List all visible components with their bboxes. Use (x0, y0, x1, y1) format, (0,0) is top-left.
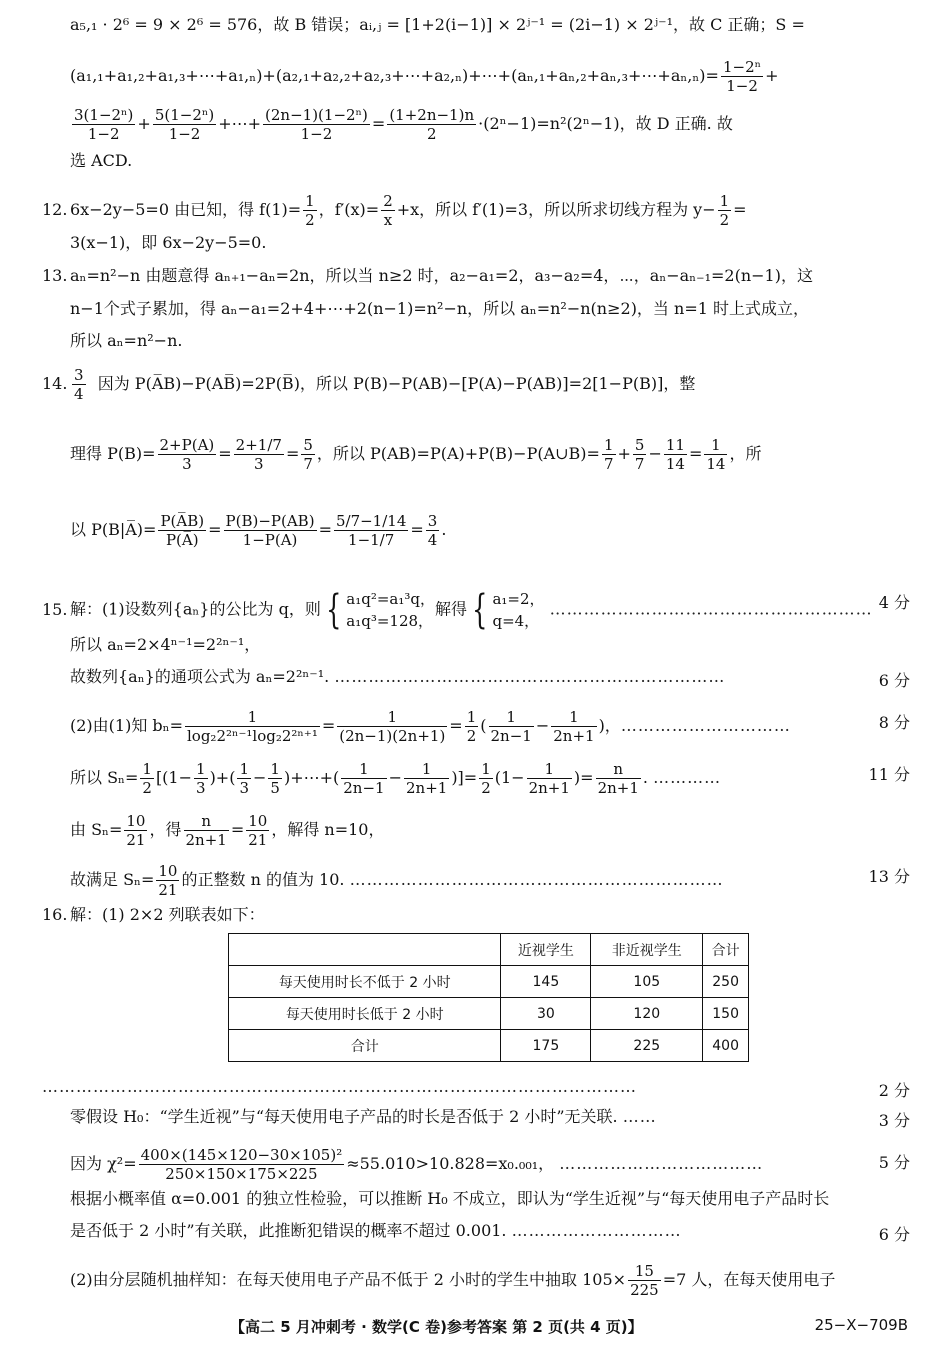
table-cell: 每天使用时长低于 2 小时 (229, 998, 501, 1030)
p14-frac: $\frac{11}{14}$ (665, 436, 685, 473)
p14-line3: 以 P(B|A̅)= $\frac{P(A̅B)}{P(A̅)}$ = $\frac{P(B)-P(AB)}{1-P(A)}$ = $\frac{5/7-1/14}{1-1/7}$ = $\frac{3}{4}$ . (70, 512, 447, 549)
p16-line1: 16. 解：(1) 2×2 列联表如下： (42, 905, 265, 924)
p14-line2: 理得 P(B)= $\frac{2+P(A)}{3}$ = $\frac{2+1/7}{3}$ = $\frac{5}{7}$ ，所以 P(AB)=P(A)+P(B)−P(A∪B)= $\frac{1}{7}$ + $\frac{5}{7}$ − $\frac{11}{14}$ = $\frac{1}{14}$ ，所 (70, 436, 762, 473)
table-header-cell: 合计 (703, 934, 749, 966)
problem-number: 16. (42, 905, 68, 924)
p16-line5: 是否低于 2 小时”有关联，此推断犯错误的概率不超过 0.001. ………………………… (70, 1221, 682, 1240)
p12-frac: $\frac{2}{x}$ (383, 192, 393, 229)
p11-line1: a₅,₁ · 2⁶ = 9 × 2⁶ = 576，故 B 错误；aᵢ,ⱼ = [1+2(i−1)] × 2ʲ⁻¹ = (2i−1) × 2ʲ⁻¹，故 C 正确；S = (70, 15, 805, 34)
p11-line2: (a₁,₁+a₁,₂+a₁,₃+⋯+a₁,ₙ)+(a₂,₁+a₂,₂+a₂,₃+⋯+a₂,ₙ)+⋯+(aₙ,₁+aₙ,₂+aₙ,₃+⋯+aₙ,ₙ)= $\frac{\text{1−2ⁿ}}{1-2}$ + (70, 58, 779, 95)
p15-system: a₁q²=a₁³q， a₁q³=128， (346, 590, 435, 630)
p15-frac: $\frac{1}{2n+1}$ (553, 708, 595, 745)
chi-square-frac: $\frac{\text{400×(145×120−30×105)²}}{250\times 150\times 175\times 225}$ (140, 1146, 343, 1183)
p11-frac: $\frac{\text{(2n−1)(1−2ⁿ)}}{1-2}$ (265, 106, 368, 143)
p14-frac: $\frac{1}{7}$ (603, 436, 614, 473)
p12-line1: 12. 6x−2y−5=0 由已知，得 f(1)= $\frac{1}{2}$ ，f′(x)= $\frac{2}{x}$ +x，所以 f′(1)=3，所以所求切线方程为 y− $\frac{1}{2}$ = (42, 192, 747, 229)
table-header-cell (229, 934, 501, 966)
footer-title: 【高二 5 月冲刺考 · 数学(C 卷)参考答案 第 2 页(共 4 页)】 (230, 1318, 643, 1336)
problem-number: 14. (42, 374, 68, 393)
p12-frac: $\frac{1}{2}$ (719, 192, 730, 229)
p13-line2: n−1个式子累加，得 aₙ−a₁=2+4+⋯+2(n−1)=n²−n，所以 aₙ=n²−n(n≥2)，当 n=1 时上式成立， (70, 299, 809, 318)
p11-frac: $\frac{\text{3(1−2ⁿ)}}{1-2}$ (74, 106, 134, 143)
p15-frac: $\frac{1}{2}$ (466, 708, 477, 745)
table-cell: 30 (501, 998, 591, 1030)
table-row (229, 966, 749, 998)
contingency-table (228, 933, 749, 1062)
p14-frac: $\frac{P(B)-P(AB)}{1-P(A)}$ (225, 512, 315, 549)
table-cell: 400 (703, 1030, 749, 1062)
table-header-row (229, 934, 749, 966)
p15-frac: $\frac{1}{(2n-1)(2n+1)}$ (339, 708, 446, 745)
p11-sum-text: (a₁,₁+a₁,₂+a₁,₃+⋯+a₁,ₙ)+(a₂,₁+a₂,₂+a₂,₃+⋯+a₂,ₙ)+⋯+(aₙ,₁+aₙ,₂+aₙ,₃+⋯+aₙ,ₙ)= (70, 66, 719, 85)
p16-line4: 根据小概率值 α=0.001 的独立性检验，可以推断 H₀ 不成立，即认为“学生近视”与“每天使用电子产品时长 (70, 1189, 830, 1208)
p14-line1: 14. $\frac{3}{4}$ 因为 P(A̅B)−P(AB̅)=2P(B̅)，所以 P(B)−P(AB)−[P(A)−P(AB)]=2[1−P(B)]，整 (42, 366, 696, 403)
p16-dots-line: …………………………………………………………………………………………… (42, 1077, 637, 1096)
p11-line4: 选 ACD. (70, 151, 133, 170)
p15-line5: 所以 Sₙ= $\frac{1}{2}$ [(1− $\frac{1}{3}$ )+( $\frac{1}{3}$ − $\frac{1}{5}$ )+⋯+( $\frac{1}{2n-1}$ − $\frac{1}{2n+1}$ )]= $\frac{1}{2}$ (1− $\frac{1}{2n+1}$ )= $\frac{n}{2n+1}$ . ………… (70, 760, 722, 797)
p14-frac: $\frac{5}{7}$ (303, 436, 313, 473)
problem-number: 15. (42, 599, 68, 619)
table-row (229, 1030, 749, 1062)
table-header-cell: 非近视学生 (591, 934, 703, 966)
table-header-cell: 近视学生 (501, 934, 591, 966)
score-mark: 5 分 (878, 1153, 910, 1172)
p12-frac: $\frac{1}{2}$ (305, 192, 315, 229)
table-cell: 150 (703, 998, 749, 1030)
p13-line3: 所以 aₙ=n²−n. (70, 331, 183, 350)
table-row (229, 998, 749, 1030)
p11-line3: $\frac{\text{3(1−2ⁿ)}}{1-2}$ + $\frac{\text{5(1−2ⁿ)}}{1-2}$ +⋯+ $\frac{\text{(2n−1)(1−2ⁿ)}}{1-2}$ = $\frac{(1+2n-1)n}{2}$ ·(2ⁿ−1)=n²(2ⁿ−1)，故 D 正确. 故 (74, 106, 733, 143)
p14-frac: $\frac{P(A̅B)}{P(A̅)}$ (160, 512, 205, 549)
table-cell: 225 (591, 1030, 703, 1062)
p15-frac: $\frac{1}{2n-1}$ (490, 708, 532, 745)
p14-answer: $\frac{3}{4}$ (74, 366, 84, 403)
p15-line1: 15. 解：(1)设数列{aₙ}的公比为 q，则 { a₁q²=a₁³q， a₁q³=128，解得 { a₁=2， q=4， ………………………………………………… (42, 587, 873, 633)
p15-frac: $\frac{1}{\text{log₂2²ⁿ⁻¹log₂2²ⁿ⁺¹}}$ (187, 708, 318, 745)
footer-code: 25−X−709B (814, 1316, 908, 1334)
score-mark: 2 分 (878, 1081, 910, 1100)
problem-number: 12. (42, 200, 68, 219)
table-cell: 250 (703, 966, 749, 998)
p12-line2: 3(x−1)，即 6x−2y−5=0. (70, 233, 267, 252)
score-mark: 6 分 (878, 671, 910, 690)
p16-line3: 因为 χ²= $\frac{\text{400×(145×120−30×105)²}}{250\times 150\times 175\times 225}$ ≈55.010>10.828=x₀.₀₀₁， ……………………………… (70, 1146, 764, 1183)
score-mark: 8 分 (878, 713, 910, 732)
p15-line4: (2)由(1)知 bₙ= $\frac{1}{\text{log₂2²ⁿ⁻¹log₂2²ⁿ⁺¹}}$ = $\frac{1}{(2n-1)(2n+1)}$ = $\frac{1}{2}$ ( $\frac{1}{2n-1}$ − $\frac{1}{2n+1}$ )，………………………… (70, 708, 791, 745)
p11-frac: $\frac{(1+2n-1)n}{2}$ (389, 106, 475, 143)
p14-frac: $\frac{1}{14}$ (706, 436, 726, 473)
p15-line3: 故数列{aₙ}的通项公式为 aₙ=2²ⁿ⁻¹. …………………………………………………………… (70, 667, 726, 686)
table-cell: 合计 (229, 1030, 501, 1062)
table-cell: 每天使用时长不低于 2 小时 (229, 966, 501, 998)
score-mark: 13 分 (868, 867, 910, 886)
table-cell: 175 (501, 1030, 591, 1062)
score-mark: 4 分 (878, 593, 910, 612)
p15-line2: 所以 aₙ=2×4ⁿ⁻¹=2²ⁿ⁻¹， (70, 635, 261, 654)
p14-frac: $\frac{5/7-1/14}{1-1/7}$ (335, 512, 407, 549)
table-cell: 120 (591, 998, 703, 1030)
p14-frac: $\frac{3}{4}$ (427, 512, 438, 549)
problem-number: 13. (42, 266, 68, 285)
p14-frac: $\frac{2+1/7}{3}$ (235, 436, 282, 473)
p14-frac: $\frac{2+P(A)}{3}$ (159, 436, 215, 473)
score-mark: 6 分 (878, 1225, 910, 1244)
table-cell: 105 (591, 966, 703, 998)
p11-frac: $\frac{\text{1−2ⁿ}}{1-2}$ (722, 58, 762, 95)
p16-line6: (2)由分层随机抽样知：在每天使用电子产品不低于 2 小时的学生中抽取 105× $\frac{15}{225}$ =7 人，在每天使用电子 (70, 1262, 836, 1299)
p13-line1: 13. aₙ=n²−n 由题意得 aₙ₊₁−aₙ=2n，所以当 n≥2 时，a₂−a₁=2，a₃−a₂=4，⋯，aₙ−aₙ₋₁=2(n−1)，这 (42, 266, 813, 285)
p14-frac: $\frac{5}{7}$ (634, 436, 645, 473)
score-mark: 11 分 (868, 765, 910, 784)
p15-solution: a₁=2， q=4， (492, 590, 545, 630)
p11-frac: $\frac{\text{5(1−2ⁿ)}}{1-2}$ (154, 106, 215, 143)
p15-line7: 故满足 Sₙ= $\frac{10}{21}$ 的正整数 n 的值为 10. ………………………………………………………… (70, 862, 724, 899)
score-mark: 3 分 (878, 1111, 910, 1130)
table-cell: 145 (501, 966, 591, 998)
p16-line2: 零假设 H₀：“学生近视”与“每天使用电子产品的时长是否低于 2 小时”无关联. …… (70, 1107, 657, 1126)
p15-line6: 由 Sₙ= $\frac{10}{21}$ ，得 $\frac{n}{2n+1}$ = $\frac{10}{21}$ ，解得 n=10， (70, 812, 385, 849)
